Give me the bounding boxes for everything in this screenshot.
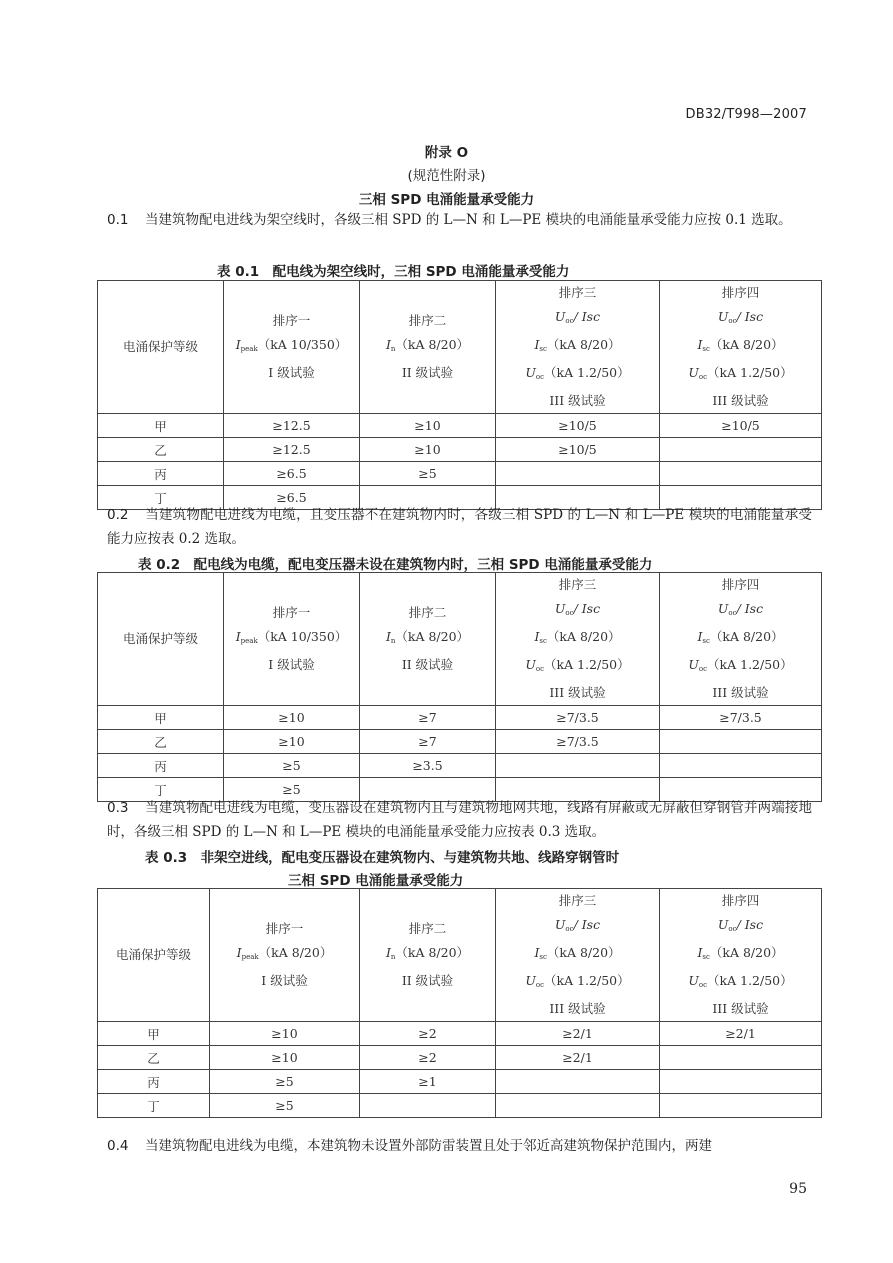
value-cell: ≥5 [210, 1094, 360, 1118]
ratio-label: / Isc [573, 917, 601, 932]
appendix-title: 附录 O [424, 145, 469, 161]
header-line [660, 913, 821, 941]
symbol: I [697, 945, 703, 960]
test-class: I 级试验 [268, 657, 315, 672]
unit: （kA 8/20） [709, 945, 784, 960]
column-name: 排序四 [721, 285, 760, 300]
unit: （kA 10/350） [257, 337, 348, 352]
symbol: I [697, 629, 703, 644]
table-row [98, 1070, 822, 1094]
level-cell: 甲 [98, 1022, 210, 1046]
symbol-subscript: oc [728, 925, 737, 933]
value-cell: ≥2 [360, 1046, 496, 1070]
test-class: II 级试验 [401, 973, 454, 988]
level-cell: 丁 [98, 486, 224, 510]
header-cell-level [98, 573, 224, 706]
value-cell: ≥10 [360, 438, 496, 462]
header-line [360, 653, 495, 677]
symbol: U [554, 601, 566, 616]
symbol-subscript: oc [565, 609, 574, 617]
header-line [496, 913, 659, 941]
header-label: 电涌保护等级 [115, 947, 191, 962]
header-line [224, 601, 359, 625]
table-row [98, 1094, 822, 1118]
value-cell [660, 1046, 822, 1070]
symbol: U [554, 309, 566, 324]
value-cell: ≥10 [360, 414, 496, 438]
value-cell: ≥1 [360, 1070, 496, 1094]
value-cell: ≥5 [360, 462, 496, 486]
symbol: U [525, 973, 536, 988]
unit: （kA 8/20） [546, 629, 621, 644]
header-label: 电涌保护等级 [122, 631, 198, 646]
header-line [496, 653, 659, 681]
level-cell: 乙 [98, 1046, 210, 1070]
column-name: 排序二 [408, 605, 447, 620]
header-line [660, 389, 821, 413]
value-cell [496, 1070, 660, 1094]
value-cell: ≥5 [224, 778, 360, 802]
section-number: 0.3 [107, 800, 129, 816]
section-0-2 [107, 503, 812, 551]
header-line [360, 917, 495, 941]
value-cell: ≥10/5 [496, 414, 660, 438]
header-line [496, 281, 659, 305]
symbol: U [688, 657, 699, 672]
column-name: 排序三 [558, 893, 597, 908]
symbol-subscript: sc [539, 953, 547, 961]
header-line [224, 309, 359, 333]
symbol: U [525, 365, 536, 380]
header-cell-col3 [496, 573, 660, 706]
value-cell: ≥7/3.5 [660, 706, 822, 730]
header-line [496, 889, 659, 913]
table-row [98, 438, 822, 462]
column-name: 排序三 [558, 577, 597, 592]
symbol: I [534, 945, 540, 960]
header-line [660, 653, 821, 681]
value-cell [660, 1070, 822, 1094]
value-cell [496, 462, 660, 486]
section-text: 当建筑物配电进线为电缆，变压器设在建筑物内且与建筑物地网共地，线路有屏蔽或无屏蔽但穿钢管并两端接地时，各级三相 SPD 的 L—N 和 L—PE 模块的电涌能量承受能力应按表 0.3 选取。 [107, 800, 812, 840]
value-cell [660, 1094, 822, 1118]
unit: （kA 8/20） [395, 945, 470, 960]
value-cell: ≥10/5 [660, 414, 822, 438]
symbol: I [385, 945, 391, 960]
value-cell [660, 438, 822, 462]
table-0-1 [97, 280, 822, 510]
table-row [98, 730, 822, 754]
table-row [98, 462, 822, 486]
section-text: 当建筑物配电进线为架空线时，各级三相 SPD 的 L—N 和 L—PE 模块的电涌能量承受能力应按 0.1 选取。 [145, 212, 792, 228]
symbol-subscript: oc [565, 925, 574, 933]
test-class: III 级试验 [549, 393, 606, 408]
value-cell: ≥7/3.5 [496, 706, 660, 730]
appendix-subtitle: (规范性附录) [407, 168, 486, 184]
ratio-label: / Isc [736, 601, 764, 616]
value-cell: ≥2/1 [496, 1046, 660, 1070]
level-cell: 丁 [98, 1094, 210, 1118]
header-line [496, 389, 659, 413]
value-cell: ≥10 [224, 706, 360, 730]
symbol-subscript: n [390, 953, 396, 961]
value-cell: ≥10/5 [496, 438, 660, 462]
value-cell: ≥12.5 [224, 414, 360, 438]
symbol: U [688, 365, 699, 380]
header-line [496, 681, 659, 705]
symbol: U [717, 601, 729, 616]
symbol-subscript: sc [702, 637, 710, 645]
table-row [98, 754, 822, 778]
appendix-heading: 三相 SPD 电涌能量承受能力 [358, 192, 535, 208]
symbol: I [697, 337, 703, 352]
test-class: III 级试验 [549, 1001, 606, 1016]
unit: （kA 8/20） [395, 337, 470, 352]
header-line [660, 625, 821, 653]
column-name: 排序一 [272, 313, 311, 328]
header-line [660, 361, 821, 389]
symbol: U [525, 657, 536, 672]
test-class: I 级试验 [268, 365, 315, 380]
header-line [660, 997, 821, 1021]
value-cell: ≥2 [360, 1022, 496, 1046]
value-cell [660, 754, 822, 778]
symbol: I [385, 337, 391, 352]
header-line [660, 597, 821, 625]
section-number: 0.1 [107, 212, 129, 228]
symbol: U [717, 309, 729, 324]
unit: （kA 1.2/50） [707, 657, 793, 672]
test-class: III 级试验 [549, 685, 606, 700]
unit: （kA 1.2/50） [707, 973, 793, 988]
header-label: 电涌保护等级 [122, 339, 198, 354]
unit: （kA 1.2/50） [707, 365, 793, 380]
table-0-3-caption-line2: 三相 SPD 电涌能量承受能力 [288, 873, 464, 889]
table-row [98, 706, 822, 730]
column-name: 排序一 [272, 605, 311, 620]
header-cell-col1 [210, 889, 360, 1022]
symbol-subscript: sc [539, 345, 547, 353]
value-cell: ≥7 [360, 730, 496, 754]
value-cell: ≥6.5 [224, 462, 360, 486]
header-line [496, 573, 659, 597]
ratio-label: / Isc [573, 309, 601, 324]
table-header-row [98, 281, 822, 414]
header-line [660, 889, 821, 913]
header-line [360, 969, 495, 993]
level-cell: 丙 [98, 754, 224, 778]
test-class: III 级试验 [712, 685, 769, 700]
table-header-row [98, 573, 822, 706]
column-name: 排序四 [721, 577, 760, 592]
header-cell-col2 [360, 281, 496, 414]
section-number: 0.2 [107, 507, 129, 523]
column-name: 排序三 [558, 285, 597, 300]
symbol-subscript: sc [539, 637, 547, 645]
header-line [496, 997, 659, 1021]
value-cell: ≥2/1 [660, 1022, 822, 1046]
header-cell-col2 [360, 573, 496, 706]
value-cell [360, 1094, 496, 1118]
value-cell: ≥7 [360, 706, 496, 730]
symbol: I [235, 629, 241, 644]
header-cell-col2 [360, 889, 496, 1022]
header-line [496, 305, 659, 333]
header-cell-level [98, 889, 210, 1022]
table-row [98, 1022, 822, 1046]
value-cell: ≥7/3.5 [496, 730, 660, 754]
header-line [360, 941, 495, 969]
symbol-subscript: peak [240, 345, 258, 353]
page-number: 95 [789, 1181, 807, 1197]
value-cell: ≥6.5 [224, 486, 360, 510]
level-cell: 甲 [98, 414, 224, 438]
header-line [224, 653, 359, 677]
value-cell [496, 754, 660, 778]
header-line [496, 333, 659, 361]
column-name: 排序二 [408, 921, 447, 936]
header-line [224, 625, 359, 653]
header-line [496, 625, 659, 653]
symbol-subscript: oc [728, 317, 737, 325]
header-line [360, 333, 495, 361]
level-cell: 丙 [98, 1070, 210, 1094]
header-line [210, 917, 359, 941]
test-class: III 级试验 [712, 393, 769, 408]
section-number: 0.4 [107, 1138, 129, 1154]
symbol: U [554, 917, 566, 932]
unit: （kA 10/350） [257, 629, 348, 644]
symbol-subscript: oc [728, 609, 737, 617]
header-line [210, 969, 359, 993]
unit: （kA 8/20） [709, 629, 784, 644]
symbol-subscript: oc [565, 317, 574, 325]
table-header-row [98, 889, 822, 1022]
symbol: I [534, 629, 540, 644]
symbol-subscript: sc [702, 345, 710, 353]
header-line [360, 625, 495, 653]
header-line [496, 361, 659, 389]
header-line [210, 941, 359, 969]
header-cell-col1 [224, 281, 360, 414]
unit: （kA 8/20） [395, 629, 470, 644]
header-cell-col3 [496, 281, 660, 414]
header-cell-col3 [496, 889, 660, 1022]
symbol-subscript: n [390, 637, 396, 645]
symbol-subscript: oc [535, 981, 545, 989]
level-cell: 丙 [98, 462, 224, 486]
value-cell: ≥5 [210, 1070, 360, 1094]
symbol-subscript: peak [240, 637, 258, 645]
symbol-subscript: oc [535, 665, 545, 673]
value-cell: ≥2/1 [496, 1022, 660, 1046]
header-line [660, 305, 821, 333]
value-cell: ≥12.5 [224, 438, 360, 462]
unit: （kA 8/20） [258, 945, 333, 960]
header-line [660, 681, 821, 705]
symbol-subscript: oc [698, 373, 708, 381]
value-cell: ≥5 [224, 754, 360, 778]
section-0-1 [107, 208, 812, 232]
level-cell: 乙 [98, 438, 224, 462]
column-name: 排序四 [721, 893, 760, 908]
symbol-subscript: n [390, 345, 396, 353]
unit: （kA 8/20） [709, 337, 784, 352]
section-0-4 [107, 1134, 812, 1158]
header-cell-level [98, 281, 224, 414]
table-0-2-caption: 表 0.2 配电线为电缆，配电变压器未设在建筑物内时，三相 SPD 电涌能量承受能力 [138, 557, 653, 573]
header-line [496, 969, 659, 997]
column-name: 排序一 [265, 921, 304, 936]
section-text: 当建筑物配电进线为电缆，且变压器不在建筑物内时，各级三相 SPD 的 L—N 和 L—PE 模块的电涌能量承受能力应按表 0.2 选取。 [107, 507, 812, 547]
symbol: U [717, 917, 729, 932]
header-line [660, 281, 821, 305]
section-text: 当建筑物配电进线为电缆，本建筑物未设置外部防雷装置且处于邻近高建筑物保护范围内，两建 [145, 1138, 712, 1154]
test-class: III 级试验 [712, 1001, 769, 1016]
level-cell: 甲 [98, 706, 224, 730]
table-0-1-caption: 表 0.1 配电线为架空线时，三相 SPD 电涌能量承受能力 [217, 264, 570, 280]
unit: （kA 8/20） [546, 945, 621, 960]
table-row [98, 1046, 822, 1070]
header-line [660, 941, 821, 969]
section-0-3 [107, 796, 812, 844]
header-line [496, 597, 659, 625]
header-cell-col4 [660, 889, 822, 1022]
header-line [224, 333, 359, 361]
test-class: II 级试验 [401, 365, 454, 380]
value-cell: ≥10 [210, 1046, 360, 1070]
header-cell-col4 [660, 573, 822, 706]
value-cell: ≥10 [210, 1022, 360, 1046]
table-0-3-caption: 表 0.3 非架空进线，配电变压器设在建筑物内、与建筑物共地、线路穿钢管时 [145, 850, 620, 866]
level-cell: 乙 [98, 730, 224, 754]
column-name: 排序二 [408, 313, 447, 328]
symbol: U [688, 973, 699, 988]
unit: （kA 1.2/50） [544, 973, 630, 988]
value-cell: ≥10 [224, 730, 360, 754]
ratio-label: / Isc [736, 309, 764, 324]
document-code: DB32/T998—2007 [685, 107, 807, 122]
header-cell-col4 [660, 281, 822, 414]
value-cell [496, 1094, 660, 1118]
unit: （kA 1.2/50） [544, 657, 630, 672]
value-cell: ≥3.5 [360, 754, 496, 778]
header-line [360, 361, 495, 385]
header-line [660, 333, 821, 361]
header-line [360, 601, 495, 625]
symbol: I [385, 629, 391, 644]
ratio-label: / Isc [736, 917, 764, 932]
header-line [360, 309, 495, 333]
symbol-subscript: oc [698, 981, 708, 989]
symbol-subscript: peak [241, 953, 259, 961]
unit: （kA 1.2/50） [544, 365, 630, 380]
value-cell [660, 462, 822, 486]
value-cell [660, 730, 822, 754]
symbol-subscript: sc [702, 953, 710, 961]
header-cell-col1 [224, 573, 360, 706]
table-0-2 [97, 572, 822, 802]
symbol: I [534, 337, 540, 352]
header-line [660, 573, 821, 597]
table-row [98, 414, 822, 438]
symbol-subscript: oc [535, 373, 545, 381]
test-class: I 级试验 [261, 973, 308, 988]
symbol: I [236, 945, 242, 960]
symbol-subscript: oc [698, 665, 708, 673]
header-line [660, 969, 821, 997]
symbol: I [235, 337, 241, 352]
header-line [224, 361, 359, 385]
level-cell: 丁 [98, 778, 224, 802]
table-0-3 [97, 888, 822, 1118]
unit: （kA 8/20） [546, 337, 621, 352]
ratio-label: / Isc [573, 601, 601, 616]
header-line [496, 941, 659, 969]
test-class: II 级试验 [401, 657, 454, 672]
